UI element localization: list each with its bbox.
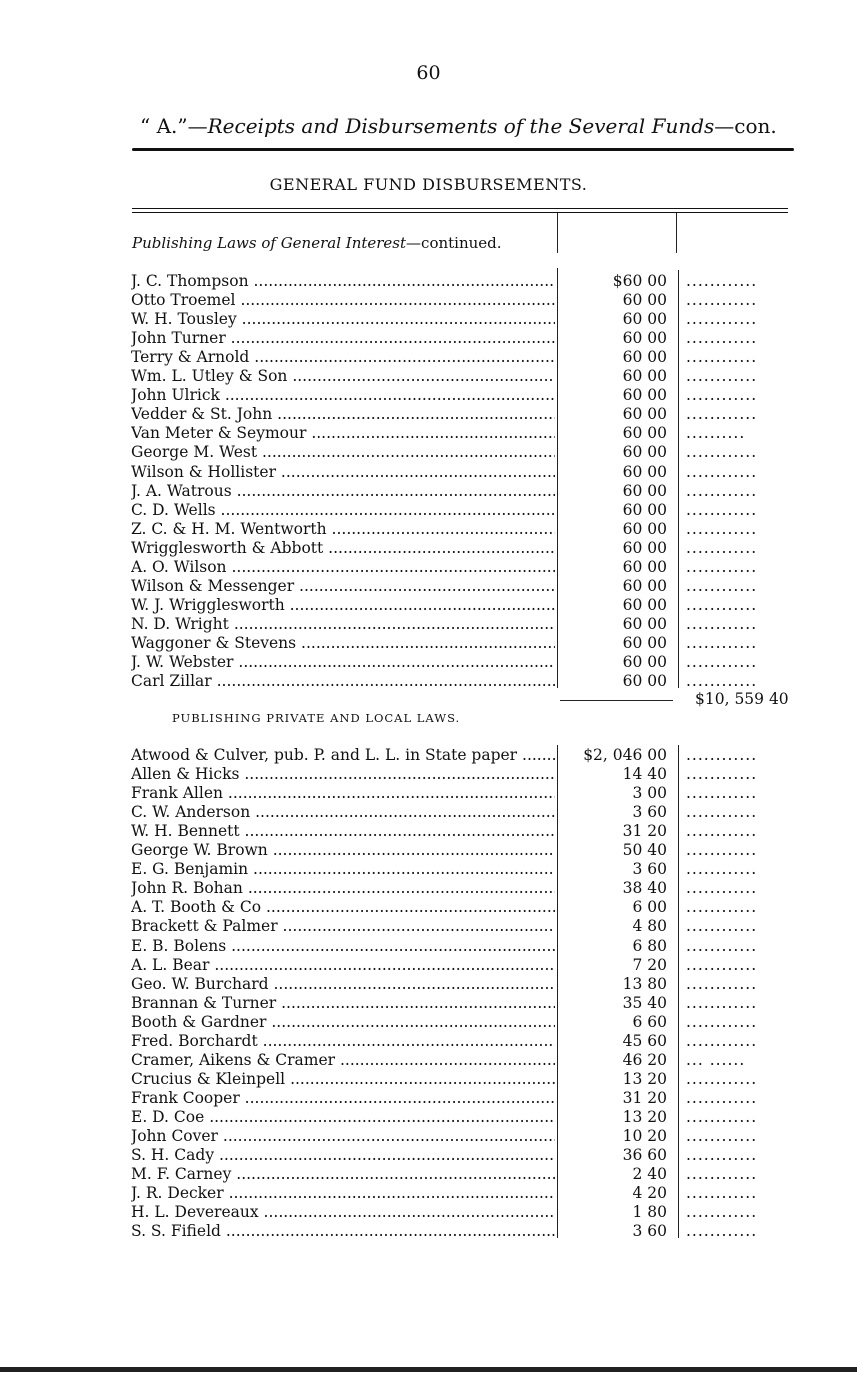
amount: 60 00 [622,367,667,386]
table-row [0,672,857,691]
payee-name: Van Meter & Seymour ..... [131,424,555,443]
total-column-leader: ............ [686,1127,758,1145]
section-total: $10, 559 40 [695,690,789,708]
amount: 60 00 [622,462,667,481]
total-column-leader: ............ [686,481,758,500]
table-row [0,634,857,653]
table-top-rule [132,208,788,209]
table-row [0,803,857,822]
table-row [0,1203,857,1222]
total-column-leader: ............ [686,1165,758,1184]
amount: 6 80 [632,936,667,955]
total-column-leader: ............ [686,462,758,481]
heading-italic: Receipts and Disbursements of the Several Funds [207,114,715,138]
total-column-leader: ............ [686,1222,758,1241]
payee-name: Wrigglesworth & Abbott ..... [131,539,555,558]
amount: 2 40 [632,1165,667,1184]
table-row [0,329,857,348]
page-number: 60 [416,62,441,84]
total-column-leader: ............ [686,310,758,329]
total-column-leader: ............ [686,272,758,290]
total-column-leader: ............ [686,672,758,691]
table-row [0,975,857,994]
table-row [0,577,857,596]
total-column-leader: ............ [686,538,758,557]
table-row [0,463,857,482]
total-column-leader: ... ...... [686,1050,746,1069]
table-row [0,1013,857,1032]
total-column-leader: ............ [686,974,758,993]
total-column-leader: ............ [686,746,758,764]
total-column-leader: ............ [686,860,758,879]
total-column-leader: ............ [686,898,758,917]
amount: 6 00 [632,898,667,917]
amount: 60 00 [622,519,667,538]
total-column-leader: ............ [686,955,758,974]
subtotal-rule [560,700,673,701]
table-row [0,937,857,956]
column-divider-amount-top [676,213,677,253]
payee-name: A. T. Booth & Co ..... [131,898,555,917]
table-row [0,348,857,367]
payee-name: John Cover ..... [131,1127,555,1146]
amount: 14 40 [622,765,667,784]
table-row [0,746,857,765]
table-row [0,898,857,917]
amount: 60 00 [622,329,667,348]
column-divider-name-top [557,213,558,253]
total-column-leader: .......... [686,424,746,443]
amount: 4 20 [632,1184,667,1203]
table-row [0,1127,857,1146]
table-row [0,879,857,898]
payee-name: W. H. Bennett ..... [131,822,555,841]
payee-name: Allen & Hicks ..... [131,765,555,784]
total-column-leader: ............ [686,936,758,955]
total-column-leader: ............ [686,367,758,386]
total-column-leader: ............ [686,1146,758,1165]
table-row [0,653,857,672]
payee-name: Frank Allen ..... [131,784,555,803]
payee-name: Z. C. & H. M. Wentworth ..... [131,520,555,539]
amount: 60 00 [622,653,667,671]
payee-name: E. G. Benjamin ..... [131,860,555,879]
amount: 60 00 [622,443,667,462]
amount: 13 80 [622,974,667,993]
amount: 60 00 [622,557,667,576]
heading-prefix: “ A.”— [140,114,208,138]
total-column-leader: ............ [686,765,758,784]
payee-name: John R. Bohan ..... [131,879,555,898]
heading-suffix: —con. [714,114,777,138]
payee-name: Geo. W. Burchard ..... [131,975,555,994]
payee-name: George W. Brown ..... [131,841,555,860]
payee-name: A. O. Wilson ..... [131,558,555,577]
payee-name: Carl Zillar ..... [131,672,555,691]
table-row [0,615,857,634]
total-column-leader: ............ [686,1012,758,1031]
payee-name: Brannan & Turner ..... [131,994,555,1013]
table-row [0,424,857,443]
section-heading-italic: Publishing Laws of General Interest [132,234,407,252]
table-row [0,386,857,405]
payee-name: S. S. Fifield ..... [131,1222,555,1241]
amount: 60 00 [622,405,667,424]
payee-name: Fred. Borchardt ..... [131,1032,555,1051]
table-row [0,405,857,424]
payee-name: M. F. Carney ..... [131,1165,555,1184]
payee-name: A. L. Bear ..... [131,956,555,975]
amount: $2, 046 00 [583,746,667,764]
payee-name: Wm. L. Utley & Son ..... [131,367,555,386]
section-heading-private-local: PUBLISHING PRIVATE AND LOCAL LAWS. [172,711,461,725]
table-row [0,1165,857,1184]
table-row [0,596,857,615]
total-column-leader: ............ [686,1069,758,1088]
payee-name: Brackett & Palmer ..... [131,917,555,936]
table-row [0,1146,857,1165]
total-column-leader: ............ [686,784,758,803]
table-row [0,822,857,841]
table-row [0,1051,857,1070]
payee-name: N. D. Wright ..... [131,615,555,634]
payee-name: John Ulrick ..... [131,386,555,405]
table-row [0,1222,857,1241]
table-row [0,520,857,539]
total-column-leader: ............ [686,329,758,348]
amount: 6 60 [632,1012,667,1031]
amount: 3 60 [632,860,667,879]
payee-name: Frank Cooper ..... [131,1089,555,1108]
amount: 7 20 [632,955,667,974]
amount: 3 60 [632,1222,667,1241]
amount: 38 40 [622,879,667,898]
table-top-rule-inner [132,212,788,213]
amount: 60 00 [622,310,667,329]
amount: 60 00 [622,291,667,310]
payee-name: J. A. Watrous ..... [131,482,555,501]
table-subtitle: GENERAL FUND DISBURSEMENTS. [269,175,588,194]
table-row [0,443,857,462]
amount: 1 80 [632,1203,667,1222]
total-column-leader: ............ [686,519,758,538]
table-row [0,558,857,577]
table-row [0,501,857,520]
amount: 60 00 [622,481,667,500]
payee-name: E. D. Coe ..... [131,1108,555,1127]
table-row [0,539,857,558]
table-row [0,482,857,501]
total-column-leader: ............ [686,500,758,519]
total-column-leader: ............ [686,348,758,367]
amount: 3 60 [632,803,667,822]
payee-name: C. D. Wells ..... [131,501,555,520]
total-column-leader: ............ [686,576,758,595]
amount: 31 20 [622,1088,667,1107]
payee-name: H. L. Devereaux ..... [131,1203,555,1222]
total-column-leader: ............ [686,405,758,424]
amount: 35 40 [622,993,667,1012]
total-column-leader: ............ [686,917,758,936]
amount: 4 80 [632,917,667,936]
total-column-leader: ............ [686,386,758,405]
amount: 50 40 [622,841,667,860]
payee-name: George M. West ..... [131,443,555,462]
total-column-leader: ............ [686,653,758,671]
payee-name: Crucius & Kleinpell ..... [131,1070,555,1089]
amount: 3 00 [632,784,667,803]
payee-name: John Turner ..... [131,329,555,348]
payee-name: J. C. Thompson ..... [131,272,555,291]
total-column-leader: ............ [686,557,758,576]
amount: 60 00 [622,348,667,367]
total-column-leader: ............ [686,1031,758,1050]
payee-name: Booth & Gardner ..... [131,1013,555,1032]
amount: 60 00 [622,500,667,519]
total-column-leader: ............ [686,822,758,841]
table-row [0,367,857,386]
total-column-leader: ............ [686,595,758,614]
amount: 60 00 [622,386,667,405]
payee-name: J. R. Decker ..... [131,1184,555,1203]
payee-name: J. W. Webster ..... [131,653,555,672]
amount: $60 00 [612,272,667,290]
amount: 60 00 [622,595,667,614]
table-row [0,994,857,1013]
amount: 46 20 [622,1050,667,1069]
table-row [0,917,857,936]
total-column-leader: ............ [686,993,758,1012]
table-row [0,1184,857,1203]
table-row [0,1108,857,1127]
total-column-leader: ............ [686,879,758,898]
total-column-leader: ............ [686,841,758,860]
table-row [0,841,857,860]
total-column-leader: ............ [686,1107,758,1126]
amount: 10 20 [622,1127,667,1145]
amount: 36 60 [622,1146,667,1165]
payee-name: C. W. Anderson ..... [131,803,555,822]
amount: 60 00 [622,424,667,443]
payee-name: Cramer, Aikens & Cramer ..... [131,1051,555,1070]
section-heading-suffix: —continued. [406,234,502,252]
table-row [0,310,857,329]
payee-name: Wilson & Messenger ..... [131,577,555,596]
table-row [0,956,857,975]
payee-name: S. H. Cady ..... [131,1146,555,1165]
payee-name: Atwood & Culver, pub. P. and L. L. in State paper ..... [131,746,555,765]
amount: 31 20 [622,822,667,841]
total-column-leader: ............ [686,443,758,462]
page-heading [140,114,840,138]
payee-name: Otto Troemel ..... [131,291,555,310]
amount: 13 20 [622,1107,667,1126]
amount: 60 00 [622,672,667,691]
total-column-leader: ............ [686,1203,758,1222]
table-row [0,1032,857,1051]
table-row [0,765,857,784]
table-row [0,1089,857,1108]
table-row [0,1070,857,1089]
amount: 60 00 [622,576,667,595]
page-bottom-edge [0,1367,857,1372]
payee-name: W. H. Tousley ..... [131,310,555,329]
payee-name: Vedder & St. John ..... [131,405,555,424]
table-row [0,272,857,291]
total-column-leader: ............ [686,633,758,652]
amount: 45 60 [622,1031,667,1050]
total-column-leader: ............ [686,1184,758,1203]
amount: 60 00 [622,633,667,652]
total-column-leader: ............ [686,614,758,633]
total-column-leader: ............ [686,291,758,310]
table-row [0,291,857,310]
table-row [0,860,857,879]
table-row [0,784,857,803]
total-column-leader: ............ [686,1088,758,1107]
payee-name: E. B. Bolens ..... [131,937,555,956]
payee-name: Waggoner & Stevens ..... [131,634,555,653]
section-heading-general-interest [132,234,502,252]
payee-name: Wilson & Hollister ..... [131,463,555,482]
payee-name: W. J. Wrigglesworth ..... [131,596,555,615]
amount: 60 00 [622,614,667,633]
total-column-leader: ............ [686,803,758,822]
amount: 60 00 [622,538,667,557]
heading-rule [132,148,794,151]
amount: 13 20 [622,1069,667,1088]
payee-name: Terry & Arnold ..... [131,348,555,367]
